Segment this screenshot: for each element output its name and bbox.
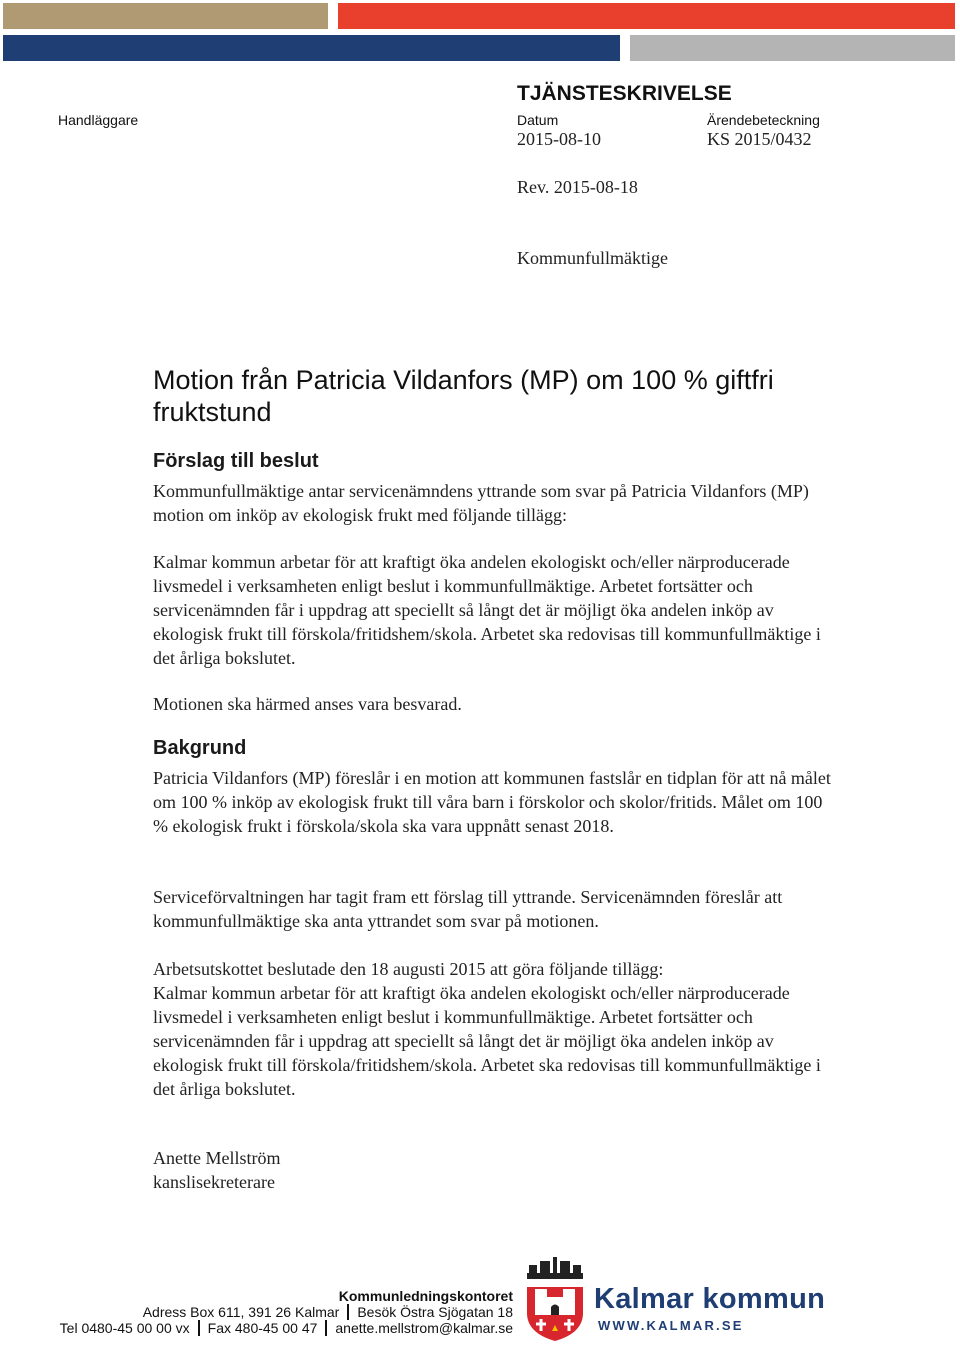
footer-contact-line [40,1320,513,1336]
header-bar-gold [3,3,328,29]
forslag-intro: Kommunfullmäktige antar servicenämndens yttrande som svar på Patricia Vildanfors (MP) motion om inköp av ekologisk frukt med följande tillägg: [153,481,809,525]
footer-email: anette.mellstrom@kalmar.se [335,1320,513,1336]
besvarad-paragraph: Motionen ska härmed anses vara besvarad. [153,694,462,714]
footer-fax: Fax 480-45 00 47 [207,1320,318,1336]
header-bar-navy [3,35,620,61]
arende-label: Ärendebeteckning [707,112,820,128]
signature-title: kanslisekreterare [153,1172,275,1192]
header-bar-grey [630,35,955,61]
datum-value: 2015-08-10 [517,129,601,149]
bakgrund-paragraph-1: Patricia Vildanfors (MP) föreslår i en motion att kommunen fastslår en tidplan för att nå målet om 100 % inköp av ekologisk frukt till våra barn i förskolor och skolor/fritids. Målet om 100 % ekologisk frukt i förskola/skola ska vara uppnått senast 2018. [153,768,831,836]
footer-separator [325,1320,327,1336]
recipient: Kommunfullmäktige [517,248,668,268]
footer-separator [198,1320,200,1336]
bakgrund-heading: Bakgrund [153,737,247,759]
footer-separator [347,1304,349,1320]
footer-department: Kommunledningskontoret [338,1288,513,1304]
footer-address: Adress Box 611, 391 26 Kalmar [142,1304,340,1320]
bakgrund-paragraph-3 [153,957,833,1101]
arende-value: KS 2015/0432 [707,129,812,149]
handlaggare-label: Handläggare [58,112,139,128]
revision-date: Rev. 2015-08-18 [517,177,638,197]
logo-url: WWW.KALMAR.SE [598,1318,744,1333]
bakgrund-paragraph-2: Serviceförvaltningen har tagit fram ett förslag till yttrande. Servicenämnden föreslår att kommunfullmäktige ska anta yttrandet som svar på motionen. [153,887,783,931]
signature-name: Anette Mellström [153,1148,281,1168]
bakgrund-paragraph-3-body: Kalmar kommun arbetar för att kraftigt öka andelen ekologiskt och/eller närproducerade livsmedel i verksamheten enligt beslut i kommunfullmäktige. Arbetet fortsätter och servicenämnden får i uppdrag att speciellt så långt det är möjligt öka andelen inköp av ekologisk frukt till förskola/fritidshem/skola. Arbetet ska redovisas till kommunfullmäktige i det årliga bokslutet. [153,983,821,1099]
page-title: Motion från Patricia Vildanfors (MP) om 100 % giftfri fruktstund [153,365,774,427]
document-type: TJÄNSTESKRIVELSE [517,82,732,105]
bakgrund-paragraph-3-lead: Arbetsutskottet beslutade den 18 augusti 2015 att göra följande tillägg: [153,959,664,979]
footer [40,1288,513,1336]
footer-visit: Besök Östra Sjögatan 18 [357,1304,513,1320]
header-bar-red [338,3,955,29]
forslag-heading: Förslag till beslut [153,450,319,472]
datum-label: Datum [517,112,559,128]
tillagg-paragraph: Kalmar kommun arbetar för att kraftigt öka andelen ekologiskt och/eller närproducerade livsmedel i verksamheten enligt beslut i kommunfullmäktige. Arbetet fortsätter och servicenämnden får i uppdrag att speciellt så långt det är möjligt öka andelen inköp av ekologisk frukt till förskola/fritidshem/skola. Arbetet ska redovisas till kommunfullmäktige i det årliga bokslutet. [153,552,821,668]
footer-phone: Tel 0480-45 00 00 vx [59,1320,190,1336]
kalmar-coat-of-arms-icon [525,1257,585,1341]
logo-name: Kalmar kommun [594,1283,826,1315]
footer-address-line [40,1304,513,1320]
